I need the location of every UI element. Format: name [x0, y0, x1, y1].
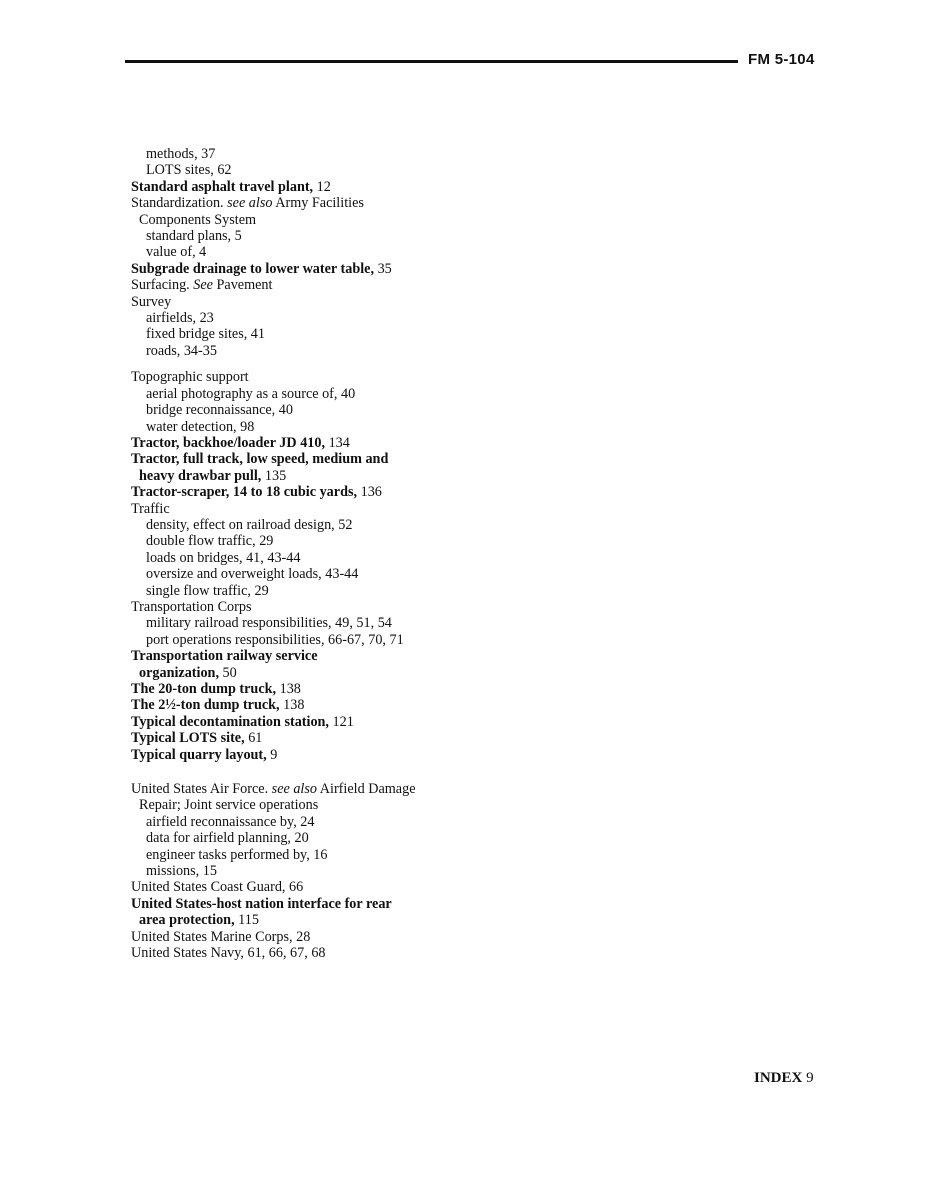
index-term-bold: heavy drawbar pull,: [139, 467, 262, 484]
document-id: FM 5-104: [748, 51, 815, 68]
index-term-bold: Transportation railway service: [131, 648, 318, 665]
entry-quarry-layout: [131, 747, 491, 763]
index-text: 50: [219, 664, 237, 681]
cross-reference: See: [193, 277, 213, 294]
index-text: military railroad responsibilities, 49, 51, 54: [146, 615, 392, 632]
index-text: bridge reconnaissance, 40: [146, 402, 293, 419]
entry-usaf: [131, 781, 491, 797]
index-text: 35: [374, 260, 392, 277]
entry-standardization: [131, 195, 491, 211]
sub-double-flow: [131, 533, 491, 549]
entry-coast-guard: [131, 879, 491, 895]
cont-heavy-drawbar: [131, 468, 491, 484]
index-text: Traffic: [131, 500, 170, 517]
index-text: Transportation Corps: [131, 598, 252, 615]
index-text: 9: [266, 746, 278, 763]
header-rule: [125, 60, 738, 63]
sub-oversize: [131, 566, 491, 582]
sub-roads: [131, 343, 491, 359]
entry-topographic-support: [131, 369, 491, 385]
index-text: fixed bridge sites, 41: [146, 326, 265, 343]
sub-aerial-photography: [131, 386, 491, 402]
section-gap: [131, 359, 491, 369]
page-number: 9: [806, 1070, 814, 1086]
entry-tractor-backhoe: [131, 435, 491, 451]
index-text: 138: [276, 681, 301, 697]
footer-label: INDEX: [754, 1070, 803, 1086]
sub-military-railroad: [131, 615, 491, 631]
index-text: 134: [325, 434, 350, 451]
entry-transportation-railway: [131, 648, 491, 664]
index-text: aerial photography as a source of, 40: [146, 385, 356, 402]
index-text: 115: [234, 912, 259, 929]
index-text: density, effect on railroad design, 52: [146, 516, 353, 533]
cont-repair-joint: [131, 797, 491, 813]
entry-lots-site: [131, 730, 491, 746]
sub-missions: [131, 863, 491, 879]
index-text: Topographic support: [131, 369, 249, 386]
index-text-after: Pavement: [212, 277, 273, 294]
index-text: missions, 15: [146, 863, 217, 880]
entry-standard-asphalt: [131, 179, 491, 195]
index-text: LOTS sites, 62: [146, 162, 232, 179]
index-text: United States Marine Corps, 28: [131, 928, 311, 945]
index-text: 12: [313, 178, 331, 195]
index-term-bold: The 20-ton dump truck,: [131, 681, 277, 697]
index-text: port operations responsibilities, 66-67, 70, 71: [146, 631, 404, 648]
index-text: double flow traffic, 29: [146, 533, 274, 550]
index-text: oversize and overweight loads, 43-44: [146, 566, 359, 583]
sub-lots-sites: [131, 162, 491, 178]
section-gap: [131, 763, 491, 781]
sub-engineer-tasks: [131, 847, 491, 863]
index-text: Surfacing.: [131, 277, 194, 294]
sub-bridge-reconnaissance: [131, 402, 491, 418]
cont-organization: [131, 665, 491, 681]
index-text: 136: [357, 484, 382, 501]
entry-tractor-scraper: [131, 484, 491, 500]
index-term-bold: Typical quarry layout,: [131, 746, 267, 763]
index-term-bold: Tractor, backhoe/loader JD 410,: [131, 434, 326, 451]
sub-standard-plans: [131, 228, 491, 244]
index-term-bold: Typical decontamination station,: [131, 713, 329, 730]
cont-components-system: [131, 212, 491, 228]
index-text: airfields, 23: [146, 310, 214, 327]
index-text: data for airfield planning, 20: [146, 830, 309, 847]
index-text: United States Air Force.: [131, 781, 272, 798]
index-column: [131, 146, 491, 962]
sub-water-detection: [131, 419, 491, 435]
entry-20-ton-dump-truck: [131, 681, 491, 697]
index-text: 121: [328, 713, 354, 730]
sub-port-operations: [131, 632, 491, 648]
index-text-after: Airfield Damage: [317, 781, 416, 798]
entry-2half-ton-dump-truck: [131, 697, 491, 713]
entry-marine-corps: [131, 929, 491, 945]
entry-survey: [131, 294, 491, 310]
index-text: Standardization.: [131, 195, 228, 212]
entry-surfacing: [131, 277, 491, 293]
index-term-bold: Standard asphalt travel plant,: [131, 178, 314, 195]
sub-value-of: [131, 244, 491, 260]
index-term-bold: Typical LOTS site,: [131, 730, 245, 747]
index-text: 135: [261, 467, 287, 484]
index-text: methods, 37: [146, 146, 216, 162]
index-text: United States Navy, 61, 66, 67, 68: [131, 945, 326, 962]
index-text: value of, 4: [146, 244, 207, 261]
entry-host-nation: [131, 896, 491, 912]
entry-decontamination-station: [131, 714, 491, 730]
index-text: roads, 34-35: [146, 342, 217, 359]
sub-methods: [131, 146, 491, 162]
index-text: engineer tasks performed by, 16: [146, 846, 328, 863]
sub-airfields: [131, 310, 491, 326]
cont-area-protection: [131, 912, 491, 928]
entry-subgrade-drainage: [131, 261, 491, 277]
index-term-bold: The 2½-ton dump truck,: [131, 697, 280, 714]
index-text-after: Army Facilities: [272, 195, 364, 212]
index-term-bold: Tractor, full track, low speed, medium and: [131, 451, 389, 468]
index-text: single flow traffic, 29: [146, 582, 269, 599]
entry-navy: [131, 945, 491, 961]
sub-airfield-planning: [131, 830, 491, 846]
index-text: 138: [279, 697, 305, 714]
index-text: Components System: [139, 211, 257, 228]
index-term-bold: United States-host nation interface for rear: [131, 895, 392, 912]
sub-density: [131, 517, 491, 533]
cross-reference: see also: [271, 781, 317, 798]
index-term-bold: organization,: [139, 664, 219, 681]
index-text: water detection, 98: [146, 418, 255, 435]
index-text: loads on bridges, 41, 43-44: [146, 549, 301, 566]
entry-tractor-full-track: [131, 451, 491, 467]
cross-reference: see also: [227, 195, 273, 212]
index-text: Repair; Joint service operations: [139, 797, 319, 814]
page-footer: [754, 1070, 814, 1087]
sub-airfield-reconnaissance: [131, 814, 491, 830]
entry-traffic: [131, 501, 491, 517]
index-text: standard plans, 5: [146, 228, 242, 245]
index-term-bold: Tractor-scraper, 14 to 18 cubic yards,: [131, 484, 358, 501]
entry-transportation-corps: [131, 599, 491, 615]
index-text: United States Coast Guard, 66: [131, 879, 304, 896]
index-term-bold: Subgrade drainage to lower water table,: [131, 260, 375, 277]
sub-single-flow: [131, 583, 491, 599]
index-term-bold: area protection,: [139, 912, 235, 929]
sub-fixed-bridge-sites: [131, 326, 491, 342]
index-text: Survey: [131, 293, 172, 310]
sub-loads-on-bridges: [131, 550, 491, 566]
index-text: airfield reconnaissance by, 24: [146, 813, 315, 830]
index-text: 61: [244, 730, 263, 747]
